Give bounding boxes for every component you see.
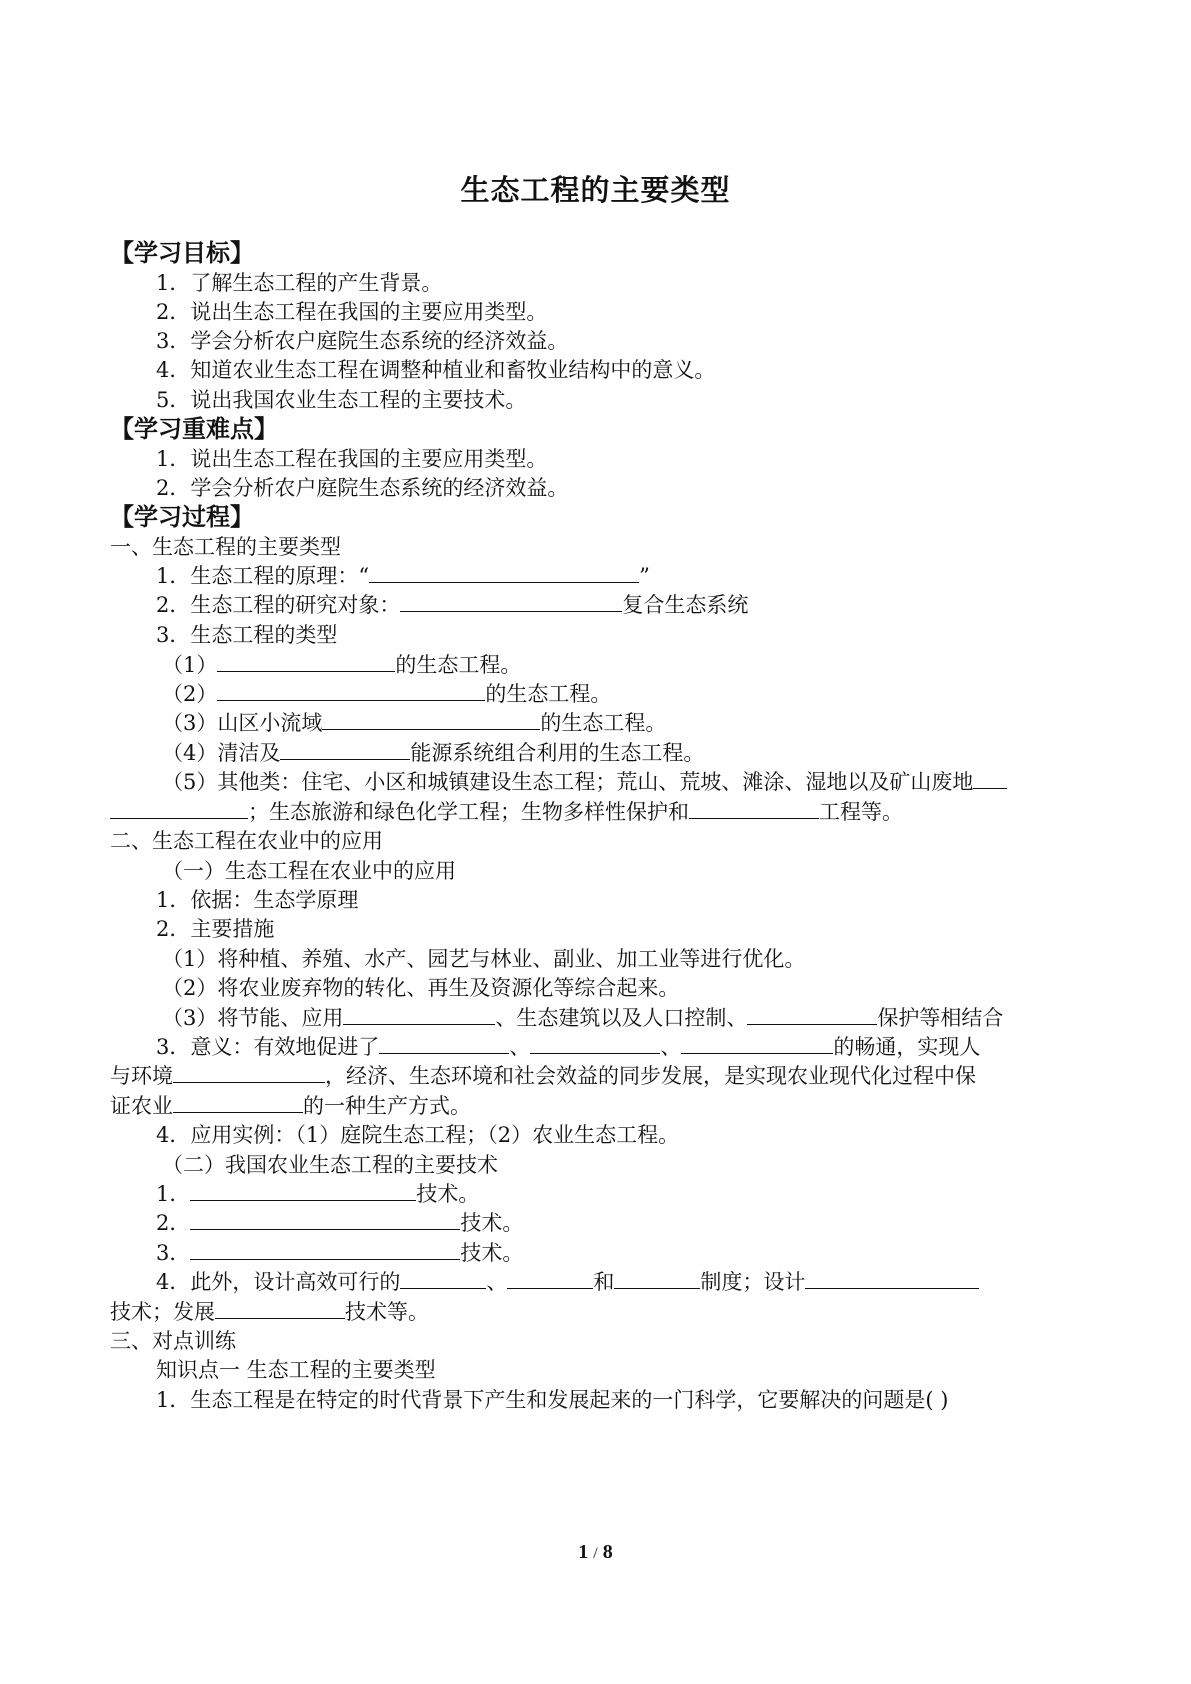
text: ；生态旅游和绿色化学工程；生物多样性保护和 (248, 800, 689, 824)
fill-blank[interactable] (747, 1003, 877, 1025)
text: （5）其他类：住宅、小区和城镇建设生态工程；荒山、荒坡、滩涂、湿地以及矿山废地 (162, 770, 974, 794)
type-item (162, 650, 1142, 680)
measures-line: 2．主要措施 (156, 917, 275, 941)
text: 技术。 (460, 1211, 524, 1235)
fill-blank[interactable] (973, 767, 1007, 789)
text: 3．意义：有效地促进了 (156, 1035, 380, 1059)
objective-item: 2．说出生态工程在我国的主要应用类型。 (156, 300, 548, 324)
page-title: 生态工程的主要类型 (460, 173, 731, 207)
question-principle (156, 561, 1136, 591)
text: 能源系统组合利用的生态工程。 (410, 741, 705, 765)
text: 的畅通，实现人 (833, 1035, 981, 1059)
fill-blank[interactable] (689, 797, 819, 819)
fill-blank[interactable] (173, 1091, 303, 1113)
text: 工程等。 (819, 800, 903, 824)
key-point-item: 1．说出生态工程在我国的主要应用类型。 (156, 447, 548, 471)
fill-blank[interactable] (190, 1208, 460, 1230)
objective-item: 1．了解生态工程的产生背景。 (156, 271, 443, 295)
technique-item-continued (110, 1297, 1090, 1327)
significance-line (110, 1061, 1090, 1091)
type-item (162, 679, 1142, 709)
subsection-heading: （一）生态工程在农业中的应用 (162, 859, 456, 883)
type-item-continued (110, 797, 1090, 827)
text: 1．生态工程的原理：“ (156, 564, 370, 588)
fill-blank[interactable] (280, 738, 410, 760)
fill-blank[interactable] (110, 797, 248, 819)
fill-blank[interactable] (379, 1032, 509, 1054)
text: 1． (156, 1182, 191, 1206)
significance-line (110, 1091, 1090, 1121)
text: （4）清洁及 (162, 741, 281, 765)
fill-blank[interactable] (614, 1267, 700, 1289)
fill-blank[interactable] (400, 590, 622, 612)
fill-blank[interactable] (805, 1267, 979, 1289)
text: 技术；发展 (110, 1300, 215, 1324)
text: 技术。 (416, 1182, 480, 1206)
objective-item: 4．知道农业生态工程在调整种植业和畜牧业结构中的意义。 (156, 358, 716, 382)
measure-item: （1）将种植、养殖、水产、园艺与林业、副业、加工业等进行优化。 (162, 947, 806, 971)
fill-blank[interactable] (190, 1238, 460, 1260)
technique-item (156, 1238, 1136, 1268)
text: 、生态建筑以及人口控制、 (495, 1006, 748, 1030)
process-heading: 【学习过程】 (110, 503, 254, 531)
text: ，经济、生态环境和社会效益的同步发展，是实现农业现代化过程中保 (325, 1064, 976, 1088)
measure-item: （2）将农业废弃物的转化、再生及资源化等综合起来。 (162, 976, 680, 1000)
text: 、 (660, 1035, 682, 1059)
fill-blank[interactable] (322, 708, 540, 730)
text: （1） (162, 653, 218, 677)
fill-blank[interactable] (217, 679, 485, 701)
technique-item (156, 1179, 1136, 1209)
page-current: 1 (578, 1541, 589, 1563)
fill-blank[interactable] (173, 1061, 325, 1083)
page-separator: / (593, 1545, 598, 1562)
section1-heading: 一、生态工程的主要类型 (110, 535, 341, 559)
text: 保护等相结合 (877, 1006, 1004, 1030)
text: 制度；设计 (700, 1270, 806, 1294)
section2-heading: 二、生态工程在农业中的应用 (110, 829, 383, 853)
objective-item: 5．说出我国农业生态工程的主要技术。 (156, 388, 527, 412)
text: 证农业 (110, 1094, 173, 1118)
text: 3． (156, 1241, 191, 1265)
practice-question: 1．生态工程是在特定的时代背景下产生和发展起来的一门科学，它要解决的问题是( ) (156, 1388, 949, 1412)
text: 、 (509, 1035, 531, 1059)
text: 4．此外，设计高效可行的 (156, 1270, 401, 1294)
fill-blank[interactable] (217, 650, 395, 672)
question-types: 3．生态工程的类型 (156, 623, 338, 647)
fill-blank[interactable] (400, 1267, 486, 1289)
objectives-heading: 【学习目标】 (110, 239, 254, 267)
key-point-item: 2．学会分析农户庭院生态系统的经济效益。 (156, 476, 569, 500)
text: 2． (156, 1211, 191, 1235)
technique-item (156, 1208, 1136, 1238)
type-item (162, 767, 1142, 797)
basis-line: 1．依据：生态学原理 (156, 888, 359, 912)
fill-blank[interactable] (507, 1267, 593, 1289)
type-item (162, 738, 1142, 768)
text: （2） (162, 682, 218, 706)
text: 2．生态工程的研究对象： (156, 593, 401, 617)
type-item (162, 708, 1142, 738)
page-total: 8 (602, 1541, 613, 1563)
fill-blank[interactable] (343, 1003, 495, 1025)
fill-blank[interactable] (190, 1179, 416, 1201)
text: 的生态工程。 (540, 711, 667, 735)
subsection-heading: （二）我国农业生态工程的主要技术 (162, 1153, 498, 1177)
text: 复合生态系统 (622, 593, 749, 617)
question-object (156, 590, 1136, 620)
key-points-heading: 【学习重难点】 (110, 415, 278, 443)
measure-item (162, 1003, 1142, 1033)
text: （3）将节能、应用 (162, 1006, 344, 1030)
text: 、 (486, 1270, 508, 1294)
text: 技术等。 (345, 1300, 429, 1324)
fill-blank[interactable] (369, 561, 639, 583)
fill-blank[interactable] (215, 1297, 345, 1319)
text: ” (639, 564, 650, 588)
text: 的一种生产方式。 (303, 1094, 471, 1118)
significance-line (156, 1032, 1136, 1062)
text: 的生态工程。 (485, 682, 612, 706)
section3-heading: 三、对点训练 (110, 1329, 236, 1353)
objective-item: 3．学会分析农户庭院生态系统的经济效益。 (156, 329, 569, 353)
knowledge-point: 知识点一 生态工程的主要类型 (156, 1358, 436, 1382)
fill-blank[interactable] (681, 1032, 833, 1054)
technique-item (156, 1267, 1136, 1297)
examples-line: 4．应用实例：（1）庭院生态工程；（2）农业生态工程。 (156, 1123, 680, 1147)
text: 与环境 (110, 1064, 173, 1088)
page-number (0, 1541, 1191, 1564)
text: 的生态工程。 (395, 653, 522, 677)
text: 技术。 (460, 1241, 524, 1265)
fill-blank[interactable] (530, 1032, 660, 1054)
text: 和 (593, 1270, 615, 1294)
text: （3）山区小流域 (162, 711, 323, 735)
